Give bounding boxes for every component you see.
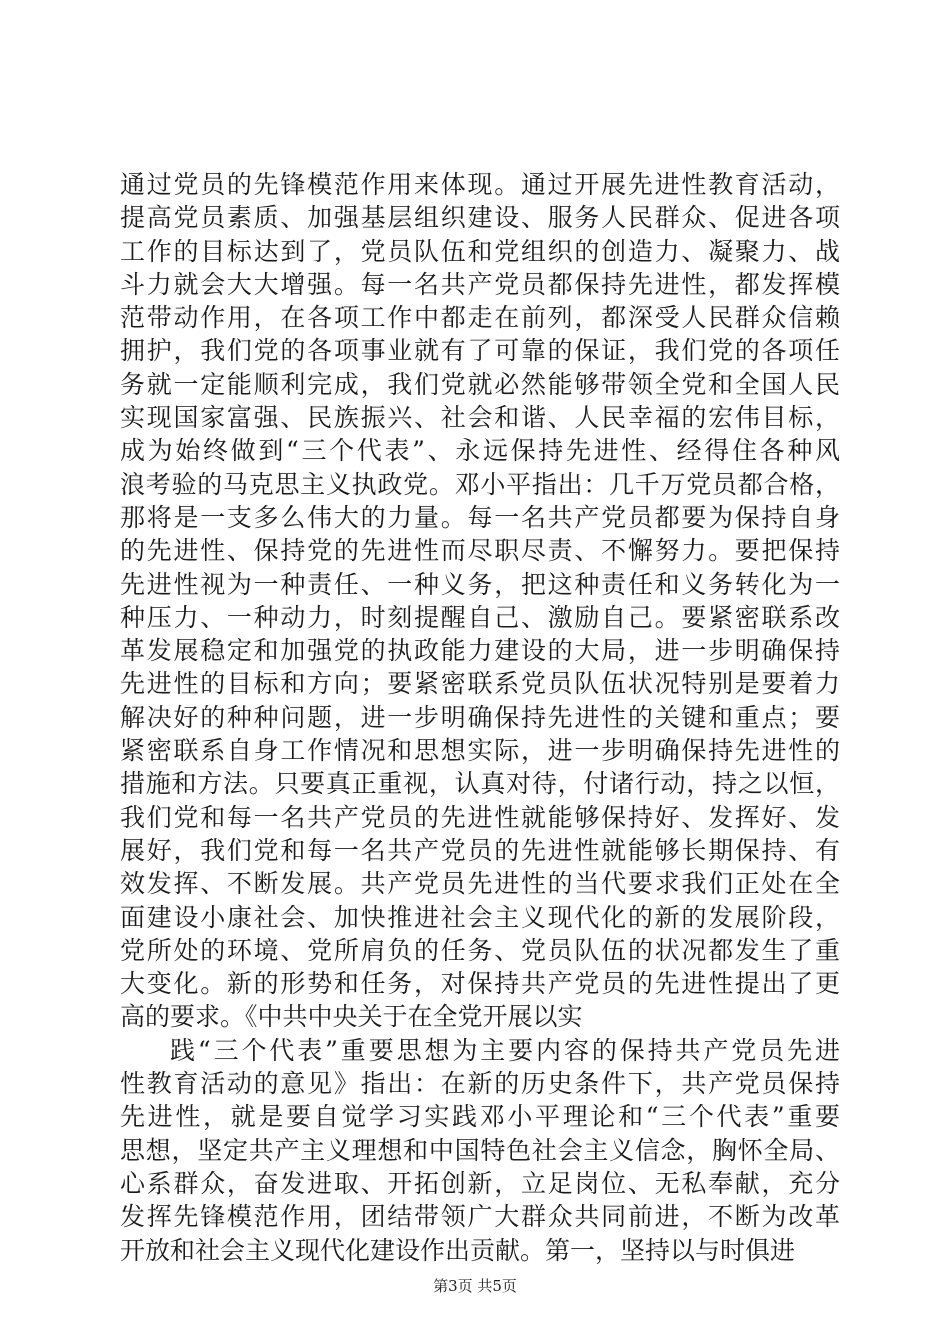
text-line: 先进性，就是要自觉学习实践邓小平理论和“三个代表”重要	[120, 1102, 840, 1132]
text-line: 思想，坚定共产主义理想和中国特色社会主义信念，胸怀全局、	[120, 1135, 840, 1165]
paragraph-2	[120, 1034, 840, 1267]
text-line: 展好，我们党和每一名共产党员的先进性就能够长期保持、有	[120, 835, 840, 865]
text-line: 党所处的环境、党所肩负的任务、党员队伍的状况都发生了重	[120, 935, 840, 965]
text-line: 斗力就会大大增强。每一名共产党员都保持先进性，都发挥模	[120, 269, 840, 299]
text-line: 解决好的种种问题，进一步明确保持先进性的关键和重点；要	[120, 702, 840, 732]
page-footer: 第3页 共5页	[433, 1277, 517, 1295]
text-line: 先进性的目标和方向；要紧密联系党员队伍状况特别是要着力	[120, 669, 840, 699]
text-line: 成为始终做到“三个代表”、永远保持先进性、经得住各种风	[120, 436, 840, 466]
text-line: 浪考验的马克思主义执政党。邓小平指出：几千万党员都合格，	[120, 469, 840, 499]
text-line: 务就一定能顺利完成，我们党就必然能够带领全党和全国人民	[120, 369, 840, 399]
text-line: 开放和社会主义现代化建设作出贡献。第一，坚持以与时俱进	[120, 1235, 796, 1265]
text-line: 践“三个代表”重要思想为主要内容的保持共产党员先进	[170, 1035, 840, 1065]
text-line: 的先进性、保持党的先进性而尽职尽责、不懈努力。要把保持	[120, 536, 840, 566]
text-line: 效发挥、不断发展。共产党员先进性的当代要求我们正处在全	[120, 869, 840, 899]
text-line: 大变化。新的形势和任务，对保持共产党员的先进性提出了更	[120, 969, 840, 999]
paragraph-1	[120, 168, 840, 1034]
text-line: 高的要求。《中共中央关于在全党开展以实	[120, 1002, 583, 1032]
text-line: 革发展稳定和加强党的执政能力建设的大局，进一步明确保持	[120, 636, 840, 666]
text-line: 紧密联系自身工作情况和思想实际，进一步明确保持先进性的	[120, 736, 840, 766]
text-line: 拥护，我们党的各项事业就有了可靠的保证，我们党的各项任	[120, 336, 840, 366]
text-line: 范带动作用，在各项工作中都走在前列，都深受人民群众信赖	[120, 303, 840, 333]
text-line: 工作的目标达到了，党员队伍和党组织的创造力、凝聚力、战	[120, 236, 840, 266]
text-line: 我们党和每一名共产党员的先进性就能够保持好、发挥好、发	[120, 802, 840, 832]
text-line: 措施和方法。只要真正重视，认真对待，付诸行动，持之以恒，	[120, 769, 840, 799]
text-line: 面建设小康社会、加快推进社会主义现代化的新的发展阶段，	[120, 902, 840, 932]
text-line: 那将是一支多么伟大的力量。每一名共产党员都要为保持自身	[120, 502, 840, 532]
text-line: 性教育活动的意见》指出：在新的历史条件下，共产党员保持	[120, 1069, 840, 1099]
text-line: 提高党员素质、加强基层组织建设、服务人民群众、促进各项	[120, 203, 840, 233]
text-line: 心系群众，奋发进取、开拓创新，立足岗位、无私奉献，充分	[120, 1168, 840, 1198]
document-body	[120, 168, 840, 1267]
text-line: 通过党员的先锋模范作用来体现。通过开展先进性教育活动，	[120, 170, 840, 199]
text-line: 实现国家富强、民族振兴、社会和谐、人民幸福的宏伟目标，	[120, 403, 840, 433]
text-line: 先进性视为一种责任、一种义务，把这种责任和义务转化为一	[120, 569, 840, 599]
text-line: 种压力、一种动力，时刻提醒自己、激励自己。要紧密联系改	[120, 602, 840, 632]
text-line: 发挥先锋模范作用，团结带领广大群众共同前进，不断为改革	[120, 1202, 840, 1232]
